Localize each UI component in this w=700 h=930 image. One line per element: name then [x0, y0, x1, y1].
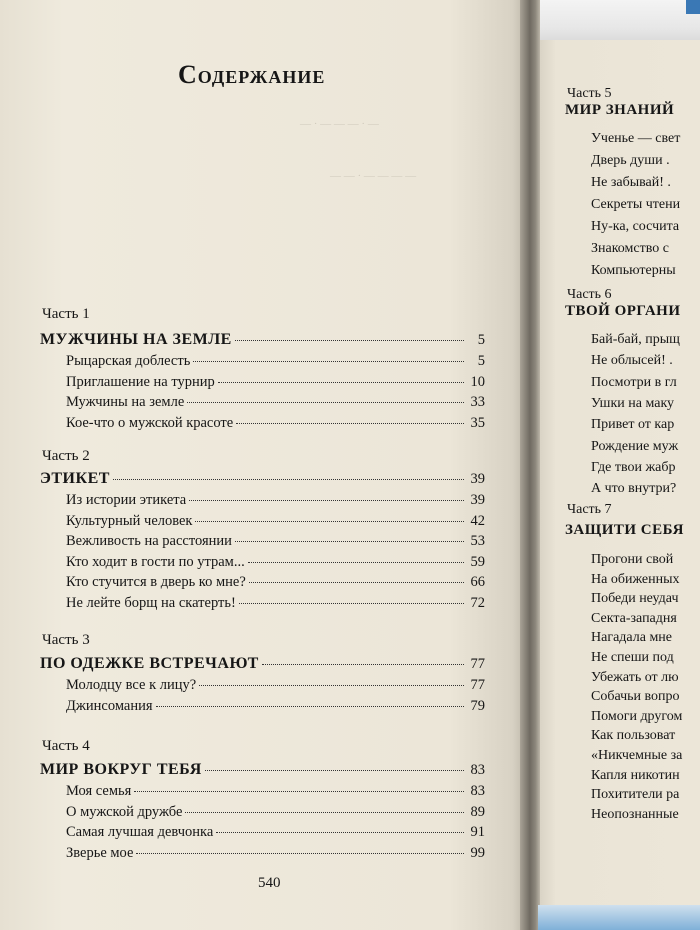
leader-dots [156, 706, 464, 707]
entry-title: Не лейте борщ на скатерть! [66, 594, 236, 611]
toc-entry [66, 698, 485, 715]
entry-title: Из истории этикета [66, 492, 187, 508]
page-ref: 5 [477, 353, 485, 369]
toc-entry [66, 415, 485, 432]
page-ref: 91 [470, 824, 485, 840]
part-label: Часть 7 [567, 502, 612, 517]
toc-entry: А что внутри? [591, 481, 677, 497]
part-title: ПО ОДЕЖКЕ ВСТРЕЧАЮТ [40, 655, 259, 672]
toc-entry [66, 374, 485, 391]
part-title-row [40, 655, 485, 673]
page-ref: 35 [470, 414, 485, 431]
page-ref: 42 [470, 512, 485, 529]
page-ref: 10 [470, 373, 485, 390]
page-title: Содержание [178, 60, 326, 89]
part-title: ЭТИКЕТ [40, 470, 110, 487]
toc-entry [66, 574, 485, 591]
part-title: МУЖЧИНЫ НА ЗЕМЛЕ [40, 331, 232, 348]
toc-entry: Компьютерны [591, 263, 676, 278]
leader-dots [205, 770, 464, 771]
toc-entry [66, 595, 485, 612]
entry-title: Моя семья [66, 783, 132, 799]
entry-title: Рыцарская доблесть [66, 353, 191, 369]
toc-entry [66, 513, 485, 530]
leader-dots [134, 791, 464, 792]
page-ref: 83 [470, 783, 485, 799]
entry-title: Кое-что о мужской красоте [66, 414, 234, 431]
page-ref: 59 [470, 553, 485, 570]
leader-dots [239, 603, 464, 604]
toc-entry [66, 783, 485, 800]
leader-dots [235, 340, 464, 341]
entry-title: Молодцу все к лицу? [66, 677, 197, 693]
leader-dots [193, 361, 464, 362]
page-ref: 39 [470, 492, 485, 508]
part-label: Часть 3 [42, 632, 90, 648]
toc-entry: Ушки на маку [591, 395, 675, 411]
toc-entry: Собачьи вопро [591, 689, 680, 705]
leader-dots [249, 582, 464, 583]
cover-blue-corner [686, 0, 700, 14]
part-title: ТВОЙ ОРГАНИ [565, 303, 681, 319]
bleed-through-text: — · — — — · — [300, 118, 379, 130]
part-title-row [40, 761, 485, 779]
entry-title: Вежливость на расстоянии [66, 533, 232, 549]
entry-title: Самая лучшая девчонка [66, 824, 214, 840]
part-label: Часть 1 [42, 306, 90, 322]
page-ref: 83 [470, 762, 485, 778]
toc-entry [66, 804, 485, 821]
toc-entry: «Никчемные за [591, 748, 683, 763]
toc-entry: Дверь души . [591, 153, 670, 168]
entry-title: Зверье мое [66, 844, 134, 861]
page-ref: 33 [470, 394, 485, 410]
part-title-row [40, 331, 485, 349]
entry-title: Кто стучится в дверь ко мне? [66, 574, 246, 590]
toc-entry: Бай-бай, прыщ [591, 332, 680, 347]
leader-dots [218, 382, 464, 383]
toc-entry: Похитители ра [591, 787, 680, 803]
toc-entry: Посмотри в гл [591, 374, 677, 390]
toc-entry [66, 492, 485, 509]
toc-entry: Помоги другом [591, 708, 683, 724]
entry-title: Кто ходит в гости по утрам... [66, 553, 245, 570]
toc-entry: Ну-ка, сосчита [591, 219, 680, 234]
leader-dots [199, 685, 464, 686]
page-ref: 72 [470, 594, 485, 611]
entry-title: О мужской дружбе [66, 803, 183, 820]
page-ref: 77 [470, 677, 485, 693]
leader-dots [187, 402, 464, 403]
page-ref: 53 [470, 533, 485, 549]
toc-entry: Где твои жабр [591, 459, 676, 475]
toc-entry [66, 554, 485, 571]
leader-dots [262, 664, 464, 665]
cover-edge [540, 0, 700, 40]
toc-entry: Ученье — свет [591, 131, 681, 146]
leader-dots [235, 541, 464, 542]
part-title: МИР ЗНАНИЙ [565, 102, 675, 118]
cover-blue-bottom [538, 905, 700, 930]
page-ref: 5 [477, 332, 485, 348]
leader-dots [136, 853, 464, 854]
toc-entry: Рождение муж [591, 438, 679, 454]
part-label: Часть 6 [567, 287, 612, 302]
toc-entry [66, 677, 485, 694]
toc-entry: Неопознанные [591, 806, 679, 822]
toc-entry: Секта-западня [591, 610, 677, 626]
page-ref: 79 [470, 697, 485, 714]
toc-entry: Капля никотин [591, 767, 680, 783]
toc-entry: Победи неудач [591, 591, 679, 607]
entry-title: Культурный человек [66, 512, 193, 529]
page-number: 540 [258, 875, 281, 891]
part-label: Часть 2 [42, 448, 90, 464]
toc-entry: На обиженных [591, 571, 680, 587]
part-title: МИР ВОКРУГ ТЕБЯ [40, 761, 202, 778]
toc-entry [66, 394, 485, 411]
leader-dots [185, 812, 464, 813]
leader-dots [113, 479, 464, 480]
toc-entry: Секреты чтени [591, 197, 681, 212]
toc-entry: Не облысей! . [591, 353, 673, 369]
leader-dots [216, 832, 464, 833]
bleed-through-text: — — · — — — — [330, 170, 417, 182]
entry-title: Джинсомания [66, 697, 153, 714]
toc-entry: Как пользоват [591, 728, 676, 744]
page-ref: 66 [470, 574, 485, 590]
page-ref: 39 [470, 471, 485, 487]
toc-entry: Нагадала мне [591, 630, 673, 646]
toc-entry: Не спеши под [591, 650, 674, 665]
part-title-row [40, 470, 485, 488]
part-label: Часть 5 [567, 86, 612, 101]
toc-entry [66, 824, 485, 841]
leader-dots [236, 423, 464, 424]
leader-dots [248, 562, 464, 563]
leader-dots [189, 500, 464, 501]
toc-entry: Не забывай! . [591, 175, 671, 190]
toc-entry [66, 845, 485, 862]
part-title: ЗАЩИТИ СЕБЯ [565, 522, 684, 538]
part-label: Часть 4 [42, 738, 90, 754]
entry-title: Мужчины на земле [66, 394, 185, 410]
toc-entry: Привет от кар [591, 417, 675, 433]
toc-entry: Знакомство с [591, 241, 669, 256]
page-ref: 99 [470, 844, 485, 861]
entry-title: Приглашение на турнир [66, 373, 215, 390]
book-gutter [520, 0, 542, 930]
toc-entry [66, 353, 485, 370]
page-ref: 89 [470, 803, 485, 820]
toc-entry [66, 533, 485, 550]
toc-entry: Прогони свой [591, 552, 674, 567]
leader-dots [195, 521, 464, 522]
toc-entry: Убежать от лю [591, 669, 679, 685]
page-ref: 77 [470, 656, 485, 672]
